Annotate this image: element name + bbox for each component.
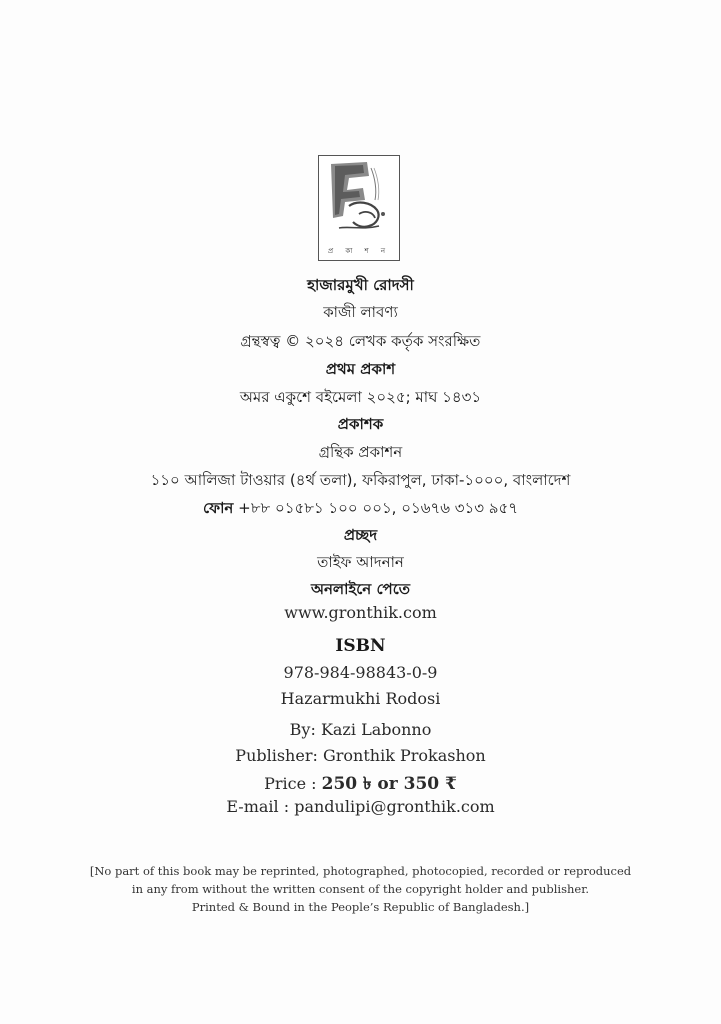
book-title-english: Hazarmukhi Rodosi [280, 689, 441, 708]
notice-line-2: in any from without the written consent of the copyright holder and publisher. [131, 882, 590, 896]
gronthik-logo-icon [319, 156, 398, 246]
price-line [0, 771, 721, 799]
email-value[interactable]: pandulipi@gronthik.com [294, 797, 495, 816]
book-title-bangla: হাজারমুখী রোদসী [307, 276, 414, 294]
publisher-label-bangla: প্রকাশক [337, 415, 384, 433]
email-line [0, 797, 721, 816]
publisher-value-english: Gronthik Prokashon [322, 746, 486, 765]
phone-label: ফোন [203, 499, 234, 517]
online-label: অনলাইনে পেতে [310, 580, 411, 598]
price-value: 250 ৳ or 350 ₹ [321, 774, 457, 794]
first-publication-label: প্রথম প্রকাশ [325, 360, 396, 378]
price-label: Price : [264, 774, 317, 793]
isbn-label: ISBN [335, 636, 386, 656]
publisher-line-english [0, 746, 721, 765]
by-label: By: [289, 720, 316, 739]
phone-line [0, 497, 721, 522]
author-bangla: কাজী লাবণ্য [323, 303, 398, 321]
notice-line-3: Printed & Bound in the People’s Republic of Bangladesh.] [191, 900, 530, 914]
phone-value: +৮৮ ০১৫৮১ ১০০ ০০১, ০১৬৭৬ ৩১৩ ৯৫৭ [238, 499, 518, 517]
copyright-line: গ্রন্থস্বত্ব © ২০২৪ লেখক কর্তৃক সংরক্ষিত [240, 332, 481, 350]
cover-artist: তাইফ আদনান [317, 553, 404, 571]
by-value: Kazi Labonno [320, 720, 432, 739]
author-line-english [0, 720, 721, 739]
publisher-logo [318, 155, 400, 261]
logo-caption: প্র কা শ ন [327, 247, 391, 255]
publisher-address: ১১০ আলিজা টাওয়ার (৪র্থ তলা), ফকিরাপুল, ঢাকা-১০০০, বাংলাদেশ [150, 471, 571, 489]
publisher-label-english: Publisher: [235, 746, 318, 765]
cover-label: প্রচ্ছদ [343, 526, 378, 544]
email-label: E-mail : [226, 797, 290, 816]
isbn-value: 978-984-98843-0-9 [283, 663, 438, 682]
notice-line-1: [No part of this book may be reprinted, photographed, photocopied, recorded or reproduced [89, 864, 632, 878]
website-link[interactable]: www.gronthik.com [284, 603, 437, 622]
first-publication-value: অমর একুশে বইমেলা ২০২৫; মাঘ ১৪৩১ [239, 388, 482, 406]
publisher-name-bangla: গ্রন্থিক প্রকাশন [318, 443, 403, 461]
